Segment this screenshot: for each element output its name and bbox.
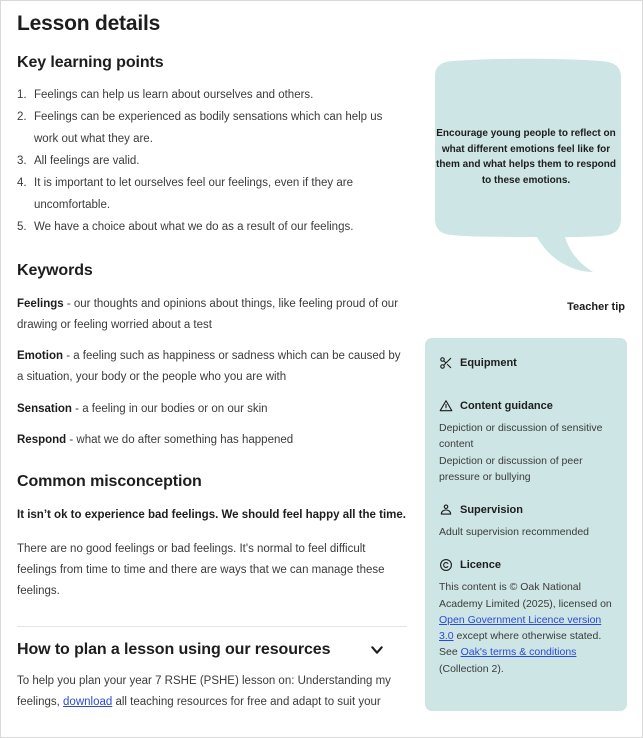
list-item [17,430,407,451]
list-item: Feelings can be experienced as bodily sensations which can help us work out what they are. [34,111,383,145]
list-item [17,399,407,420]
content-guidance-body: Depiction or discussion of sensitive content Depiction or discussion of peer pressure or bullying [439,422,603,483]
content-guidance-label: Content guidance [460,400,553,412]
accordion-body-text [17,671,407,714]
accordion-body-after: all teaching resources for free and adapt to suit your [112,695,381,708]
teacher-tip-text: Encourage young people to reflect on what different emotions feel like for them and what helps them to respond to these emotions. [435,128,616,186]
misconception-statement: It isn’t ok to experience bad feelings. We should feel happy all the time. [17,509,406,522]
key-learning-points-heading: Key learning points [17,54,164,72]
copyright-icon [439,558,453,572]
chevron-down-icon[interactable] [369,642,385,658]
info-block-content-guidance [439,399,613,485]
sidebar-column [421,1,643,738]
keyword-definition: - what we do after something has happened [66,434,294,447]
common-misconception-heading: Common misconception [17,473,202,491]
keyword-definition: - a feeling in our bodies or on our skin [71,402,268,415]
key-learning-points-list [17,85,407,238]
equipment-heading-row [439,356,613,370]
keyword-term: Respond [17,434,67,447]
teacher-tip-label: Teacher tip [567,301,625,313]
keywords-heading: Keywords [17,262,93,280]
list-item: We have a choice about what we do as a result of our feelings. [34,220,354,233]
info-block-equipment [439,356,613,370]
licence-heading-row [439,558,613,572]
list-item: Feelings can help us learn about ourselves and others. [34,89,314,102]
misconception-explanation: There are no good feelings or bad feelings. It's normal to feel difficult feelings from time to time and there are ways that we can manage these feelings. [17,542,385,598]
info-block-supervision [439,503,613,540]
keywords-list [17,294,407,451]
supervision-body: Adult supervision recommended [439,526,589,539]
accordion-how-to-plan-a-lesson[interactable] [17,627,407,671]
scissors-icon [439,356,453,370]
accordion-body-before: To help you plan your year 7 RSHE (PSHE) lesson on: Understanding my feelings, [17,674,391,708]
equipment-label: Equipment [460,357,517,369]
licence-text-3: (Collection 2). [439,662,504,675]
teacher-tip-bubble [425,58,627,288]
licence-label: Licence [460,559,501,572]
keyword-definition: - a feeling such as happiness or sadness which can be caused by a situation, your body or the people who you are with [17,350,401,384]
list-item [17,346,407,387]
accordion-title: How to plan a lesson using our resources [17,640,331,658]
list-item [17,294,407,335]
keyword-term: Emotion [17,350,63,363]
licence-body [439,579,613,677]
info-block-licence [439,558,613,677]
licence-text-1: This content is © Oak National Academy Limited (2025), licensed on [439,581,612,610]
list-item: It is important to let ourselves feel our feelings, even if they are uncomfortable. [34,177,353,211]
lesson-info-panel [425,338,627,711]
open-government-licence-link[interactable]: Open Government Licence version 3.0 [439,613,602,643]
oak-terms-conditions-link[interactable]: Oak's terms & conditions [460,646,577,659]
warning-triangle-icon [439,399,453,413]
keyword-term: Feelings [17,298,64,311]
page-title: Lesson details [17,12,161,35]
supervision-label: Supervision [460,504,523,517]
keyword-definition: - our thoughts and opinions about things, like feeling proud of our drawing or feeling worried about a test [17,298,399,331]
content-guidance-heading-row [439,399,613,413]
main-content-column [1,1,421,738]
supervision-people-icon [439,503,453,517]
list-item: All feelings are valid. [34,154,140,167]
supervision-heading-row [439,503,613,517]
licence-text-2: except where otherwise stated. See [439,630,602,659]
keyword-term: Sensation [17,402,72,415]
download-link[interactable]: download [63,695,113,708]
